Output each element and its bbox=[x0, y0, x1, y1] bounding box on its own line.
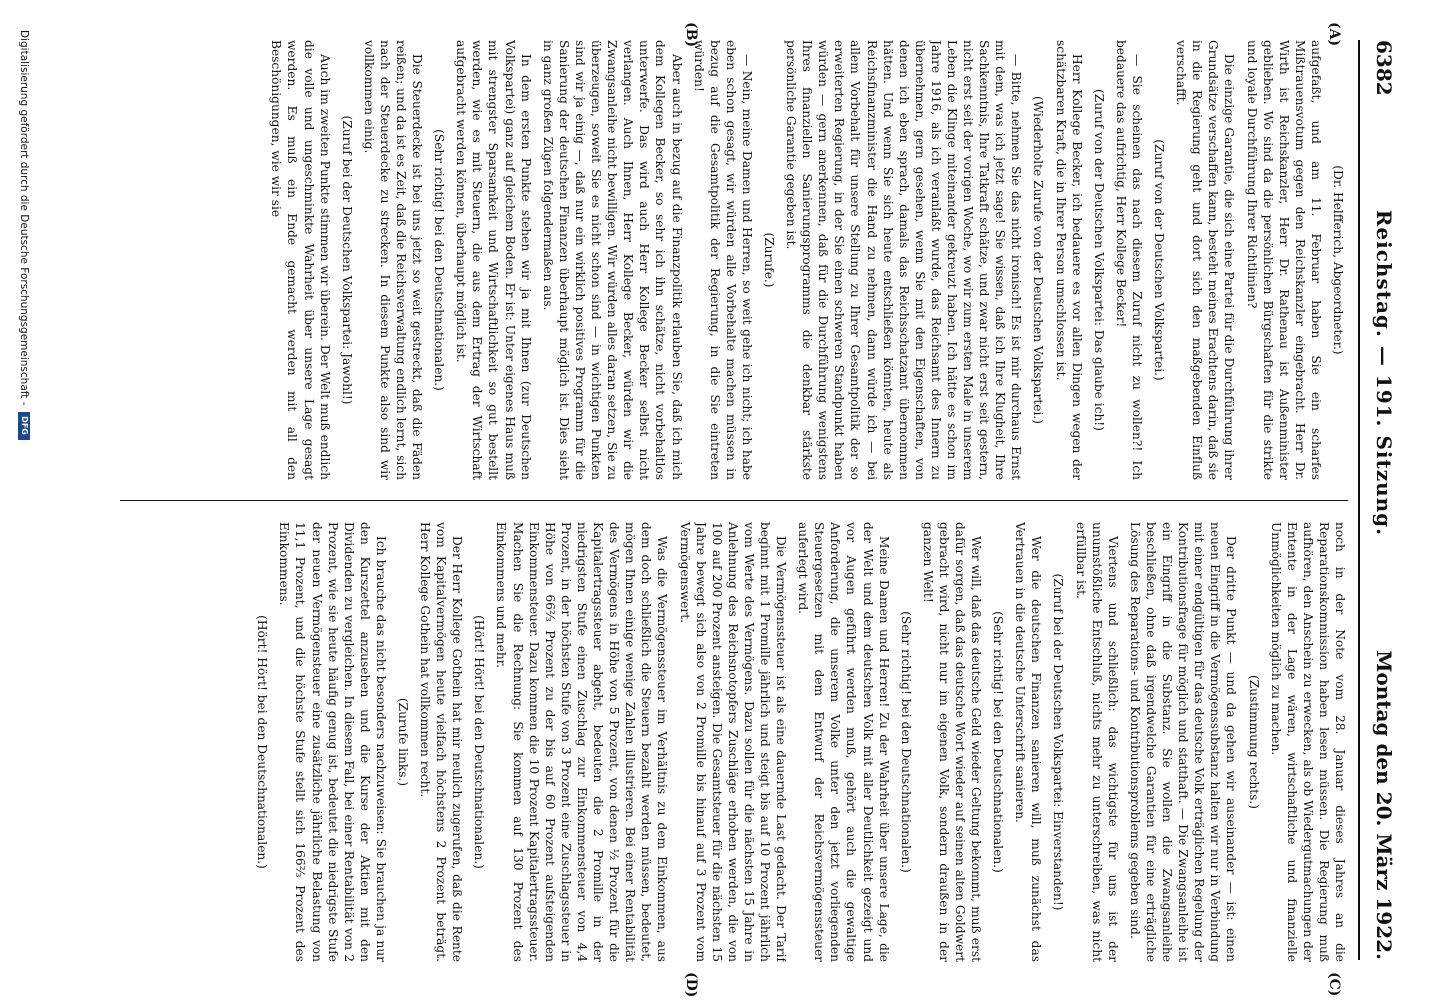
paragraph: Herr Kollege Becker, ich bedauere es vor allen Dingen wegen der schätzbaren Kraft, die in Ihrer Person umschlossen ist. bbox=[1053, 40, 1084, 480]
paragraph: In dem ersten Punkte stehen wir ja mit Ihnen (zur Deutschen Volkspartei) ganz auf gleichem Boden. Er ist: Unter eigenes Haus muß mit strengster Sparsamkeit und Wirtschaftlichkeit so gut bestellt werden, wie es mit Steuern, die aus dem Ertrag der Wirtschaft aufgebracht werden können, überhaupt möglich ist. bbox=[454, 40, 533, 480]
paragraph: Ich brauche das nicht besonders nachzuweisen: Sie brauchen ja nur den Kurszettel anzusehen und die Kurse der Aktien mit den Dividenden zu vergleichen. In diesem Fall, bei einer Rentabilität von 2 Prozent, wie sie heute häufig genug ist, bedeutet die niedrigste Stufe der neuen Vermögensteuer eine zusätzliche jährliche Belastung von 11,1 Prozent, und die höchste Stufe stellt sich 166⅔ Prozent des Einkommens. bbox=[277, 522, 388, 962]
paragraph: — Nein, meine Damen und Herren, so weit gehe ich nicht; ich habe eben schon gesagt, wir würden alle Vorbehalte machen müssen in bezug auf die Gesamtpolitik der Regierung, in die Sie eintreten würden! bbox=[691, 40, 754, 480]
paragraph: Der Herr Kollege Gothein hat mir neulich zugerufen, daß die Rente vom Kapitalvermögen heute vielfach höchstens 2 Prozent beträgt. Herr Kollege Gothein hat vollkommen recht. bbox=[418, 522, 465, 962]
paragraph: Meine Damen und Herren! Zu der Wahrheit über unsere Lage, die der Welt und dem deutschen Volk mit aller Deutlichkeit gezeigt und vor Augen geführt werden muß, gehört auch die gewaltige Anforderung, die unserem Volke unter den jetzt vorliegenden Steuergesetzen mit dem Entwurf der Reichsvermögenssteuer auferlegt wird. bbox=[796, 522, 891, 962]
interjection: (Zuruf von der Deutschen Volkspartei.) bbox=[1152, 139, 1167, 381]
interjection: (Zuruf von der Deutschen Volkspartei: Das glaube ich!) bbox=[1091, 89, 1106, 431]
digitization-footer bbox=[14, 30, 34, 970]
interjection: (Sehr richtig! bei den Deutschnationalen.) bbox=[991, 611, 1006, 873]
column-divider bbox=[120, 500, 1348, 501]
paragraph: aufgefaßt, und am 11. Februar haben Sie ein scharfes Mißtrauensvotum gegen den Reichskanzler eingebracht. Herr Dr. Wirth ist Reichskanzler, Herr Dr. Rathenau ist Außenminister geblieben. Wo sind da die persönlichen Bürgschaften für die strikte und loyale Durchführung Ihrer Richtlinien? bbox=[1244, 40, 1323, 480]
interjection: (Hört! Hört! bei den Deutschnationalen.) bbox=[255, 615, 270, 869]
paragraph: — Sie scheinen das nach diesem Zuruf nicht zu wollen?! Ich bedauere das aufrichtig, Herr Kollege Becker! bbox=[1113, 40, 1144, 480]
margin-marker-a: (A) bbox=[1326, 22, 1342, 47]
session-title: Reichstag. — 191. Sitzung. bbox=[1372, 209, 1396, 537]
header-rule bbox=[1358, 40, 1360, 960]
interjection: (Hört! Hört! bei den Deutschnationalen.) bbox=[472, 615, 487, 869]
paragraph: — Bitte, nehmen Sie das nicht ironisch! Es ist mir durchaus Ernst mit dem, was ich jetzt sage! Sie wissen, daß ich Ihre Klugheit, Ihre Sachkenntnis, Ihre Tatkraft schätze, und zwar nicht erst seit gestern, nicht erst seit der vorigen Woche, wo wir zum ersten Male in unserem Leben die Klinge miteinander gekreuzt haben. Ich hätte es schon im Jahre 1916, als ich veranlaßt wurde, das Reichsamt des Innern zu übernehmen, gern gesehen, wenn Sie mit den Eigenschaften, von denen ich eben sprach, damals das Reichsschatzamt übernommen hätten. Und wenn Sie sich heute entschließen könnten, heute als Reichsfinanzminister die Hand zu nehmen, dann würde ich — bei allem Vorbehalt für unsere Stellung zu Ihrer Gesamtpolitik der so erweiterten Regierung, in der Sie einen schweren Standpunkt haben würden — gern anerkennen, daß für die Durchführung wenigstens Ihres finanziellen Sanierungsprogramms die denkbar stärkste persönliche Garantie gegeben ist. bbox=[784, 40, 1024, 480]
paragraph: Die einzige Garantie, die sich eine Partei für die Durchführung ihrer Grundsätze verschaffen kann, besteht meines Erachtens darin, daß sie in die Regierung geht und dort sich den maßgebenden Einfluß verschafft. bbox=[1174, 40, 1237, 480]
page-header bbox=[1364, 40, 1404, 960]
paragraph: Was die Vermögenssteuer im Verhältnis zu dem Einkommen, aus dem doch schließlich die Steuern bezahlt werden müssen, bedeutet, mögen Ihnen einige wenige Zahlen illustrieren. Bei einer Rentabilität des Vermögens in Höhe von 5 Prozent, von denen ½ Prozent für die Kapitalertragssteuer abgeht, bedeuten die 2 Promille in der niedrigsten Stufe einen Zuschlag zur Einkommensteuer von 4,4 Prozent, in der höchsten Stufe von 3 Prozent eine Zuschlagssteuer in Höhe von 66⅔ Prozent zu der bis auf 60 Prozent aufsteigenden Einkommensteuer. Dazu kommen die 10 Prozent Kapitalertragssteuer. Machen Sie die Rechnung: Sie kommen auf 130 Prozent des Einkommens und mehr. bbox=[494, 522, 670, 962]
left-text-column bbox=[120, 40, 1348, 480]
paragraph: Wer die deutschen Finanzen sanieren will, muß zunächst das Vertrauen in die deutsche Unterschrift sanieren. bbox=[1013, 522, 1044, 962]
paragraph: Die Vermögenssteuer ist als eine dauernde Last gedacht. Der Tarif beginnt mit 1 Promille jährlich und steigt bis auf 10 Prozent jährlich vom Werte des Vermögens. Dazu sollen für die nächsten 15 Jahre in Anlehnung des Reichsnotopfers Zuschläge erhoben werden, die von 100 auf 200 Prozent ansteigen. Die Gesamtsteuer für die nächsten 15 Jahre bewegt sich also von 2 Promille bis hinauf auf 3 Prozent vom Vermögenswert. bbox=[677, 522, 789, 962]
paragraph: Der dritte Punkt — und da gehen wir auseinander — ist: einen neuen Eingriff in die Vermögenssubstanz halten wir nur in Verbindung mit einer endgültigen für das deutsche Volk erträglichen Regelung der Kontributionsfrage für möglich und statthaft. — Die Zwangsanleihe ist ein Eingriff in die Substanz. Sie wollen die Zwangsanleihe beschließen, ohne daß irgendwelche Garantien für eine erträgliche Lösung des Reparations- und Kontributionsproblems gegeben sind. bbox=[1127, 522, 1239, 962]
interjection: (Zurufe links.) bbox=[396, 697, 411, 787]
paragraph: noch in der Note vom 28. Januar dieses Jahres an die Reparationskommission haben lesen müssen. Die Regierung muß aufhören, den Anschein zu erwecken, als ob Wiedergutmachungen der Entente in der Lage wären, wirtschaftliche und finanzielle Unmöglichkeiten möglich zu machen. bbox=[1268, 522, 1347, 962]
margin-marker-b: (B) bbox=[683, 22, 699, 48]
paragraph: Aber auch in bezug auf die Finanzpolitik erlauben Sie, daß ich mich dem Kollegen Becker, so sehr ich ihn schätze, nicht vorbehaltlos unterwerfe. Das wird auch Herr Kollege Becker selbst nicht verlangen. Auch Ihnen, Herr Kollege Becker, würden wir die Zwangsanleihe nicht bewilligen. Wir würden alles daran setzen, Sie zu überzeugen, soweit Sie es nicht schon sind — in wichtigen Punkten sind wir ja einig —, daß nur ein wirklich positives Programm für die Sanierung der deutschen Finanzen überhaupt möglich ist. Dies sieht in ganz großen Zügen folgendermaßen aus. bbox=[540, 40, 684, 480]
interjection: (Sehr richtig! bei den Deutschnationalen.) bbox=[898, 611, 913, 873]
session-date: Montag den 20. März 1922. bbox=[1372, 650, 1396, 960]
interjection: (Zuruf bei der Deutschen Volkspartei: Jawohl!) bbox=[339, 115, 354, 405]
margin-marker-d: (D) bbox=[683, 972, 699, 998]
footer-text: Digitalisierung gefördert durch die Deutsche Forschungsgemeinschaft - bbox=[18, 30, 30, 406]
interjection: (Zuruf bei der Deutschen Volkspartei: Einverstanden!) bbox=[1051, 573, 1066, 911]
dfg-logo: DFG bbox=[18, 412, 30, 440]
interjection: (Zustimmung rechts.) bbox=[1246, 674, 1261, 810]
paragraph: Auch im zweiten Punkte stimmen wir überein. Der Welt muß endlich die volle und ungeschminkte Wahrheit über unsere Lage gesagt werden. Es muß ein Ende gemacht werden mit all den Beschönigungen, wie wir sie bbox=[269, 40, 332, 480]
right-text-column bbox=[120, 522, 1348, 962]
interjection: (Sehr richtig! bei den Deutschnationalen.) bbox=[432, 129, 447, 391]
margin-marker-c: (C) bbox=[1326, 972, 1342, 997]
paragraph: Wer will, daß das deutsche Geld wieder Geltung bekommt, muß erst dafür sorgen, daß das deutsche Wort wieder auf seinen alten Goldwert gebracht wird, nicht nur im eigenen Volk, sondern draußen in der ganzen Welt! bbox=[920, 522, 984, 962]
interjection: (Zurufe.) bbox=[762, 232, 776, 288]
page-number: 6382 bbox=[1372, 40, 1396, 96]
paragraph: Viertens und schließlich: das wichtigste für uns ist der unumstößliche Entschluß, nichts mehr zu unterschreiben, was nicht erfüllbar ist. bbox=[1073, 522, 1120, 962]
interjection: (Wiederholte Zurufe von der Deutschen Volkspartei.) bbox=[1031, 95, 1046, 425]
paragraph: Die Steuerdecke ist bei uns jetzt so weit gestreckt, daß die Fäden reißen; und da ist es Zeit, daß die Reichsverwaltung endlich lernt, sich nach der Steuerdecke zu strecken. In diesem Punkte also sind wir vollkommen einig. bbox=[361, 40, 425, 480]
speaker-line: (Dr. Helfferich, Abgeordneter.) bbox=[1331, 165, 1345, 355]
